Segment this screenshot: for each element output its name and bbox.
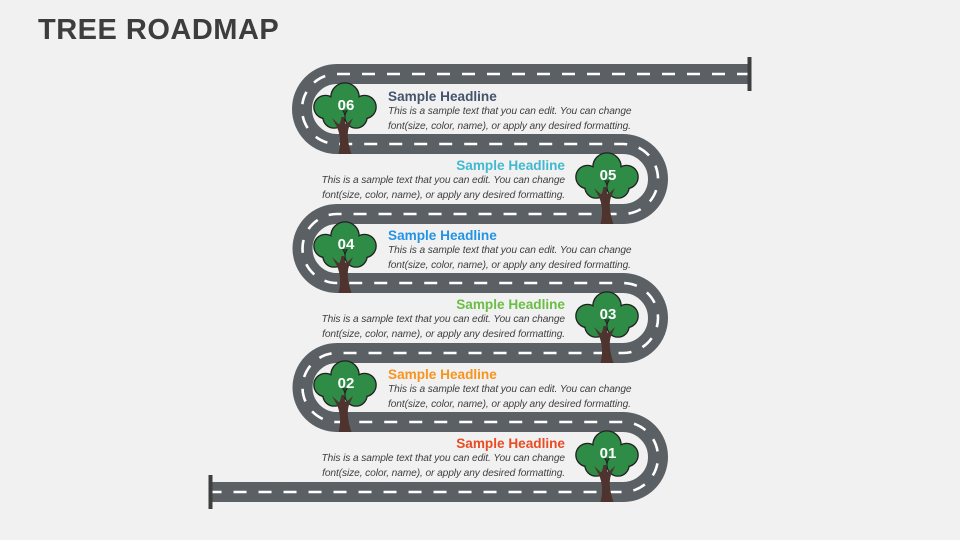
item-headline: Sample Headline <box>388 228 497 243</box>
item-body-line1: This is a sample text that you can edit. You can change <box>388 384 632 395</box>
item-body-line2: font(size, color, name), or apply any desired formatting. <box>322 328 565 340</box>
roadmap-item-04 <box>388 228 678 274</box>
road-end-marker-bottom-left <box>209 475 213 509</box>
road-end-marker-top-right <box>748 57 752 91</box>
item-body-line1: This is a sample text that you can edit. You can change <box>321 314 565 325</box>
item-body-line1: This is a sample text that you can edit. You can change <box>388 106 632 117</box>
item-body-line2: font(size, color, name), or apply any desired formatting. <box>322 467 565 479</box>
tree-number-badge: 03 <box>599 306 617 323</box>
item-body-line1: This is a sample text that you can edit. You can change <box>388 245 632 256</box>
roadmap-item-02 <box>388 367 678 413</box>
tree-number-badge: 06 <box>337 97 355 114</box>
item-headline: Sample Headline <box>456 297 565 312</box>
item-body-line2: font(size, color, name), or apply any desired formatting. <box>388 398 631 410</box>
tree-number-badge: 01 <box>599 445 617 462</box>
tree-number-badge: 02 <box>337 375 355 392</box>
item-body-line1: This is a sample text that you can edit. You can change <box>321 453 565 464</box>
roadmap-item-03 <box>275 297 565 343</box>
item-body-line2: font(size, color, name), or apply any desired formatting. <box>388 120 631 132</box>
item-headline: Sample Headline <box>388 89 497 104</box>
item-body-line2: font(size, color, name), or apply any desired formatting. <box>388 259 631 271</box>
roadmap-item-05 <box>275 158 565 204</box>
tree-number-badge: 05 <box>599 167 617 184</box>
item-headline: Sample Headline <box>456 158 565 173</box>
page-title: TREE ROADMAP <box>38 14 280 46</box>
item-headline: Sample Headline <box>388 367 497 382</box>
item-body-line2: font(size, color, name), or apply any desired formatting. <box>322 189 565 201</box>
item-headline: Sample Headline <box>456 436 565 451</box>
roadmap-item-01 <box>275 436 565 482</box>
roadmap-item-06 <box>388 89 678 135</box>
tree-number-badge: 04 <box>337 236 355 253</box>
item-body-line1: This is a sample text that you can edit. You can change <box>321 175 565 186</box>
